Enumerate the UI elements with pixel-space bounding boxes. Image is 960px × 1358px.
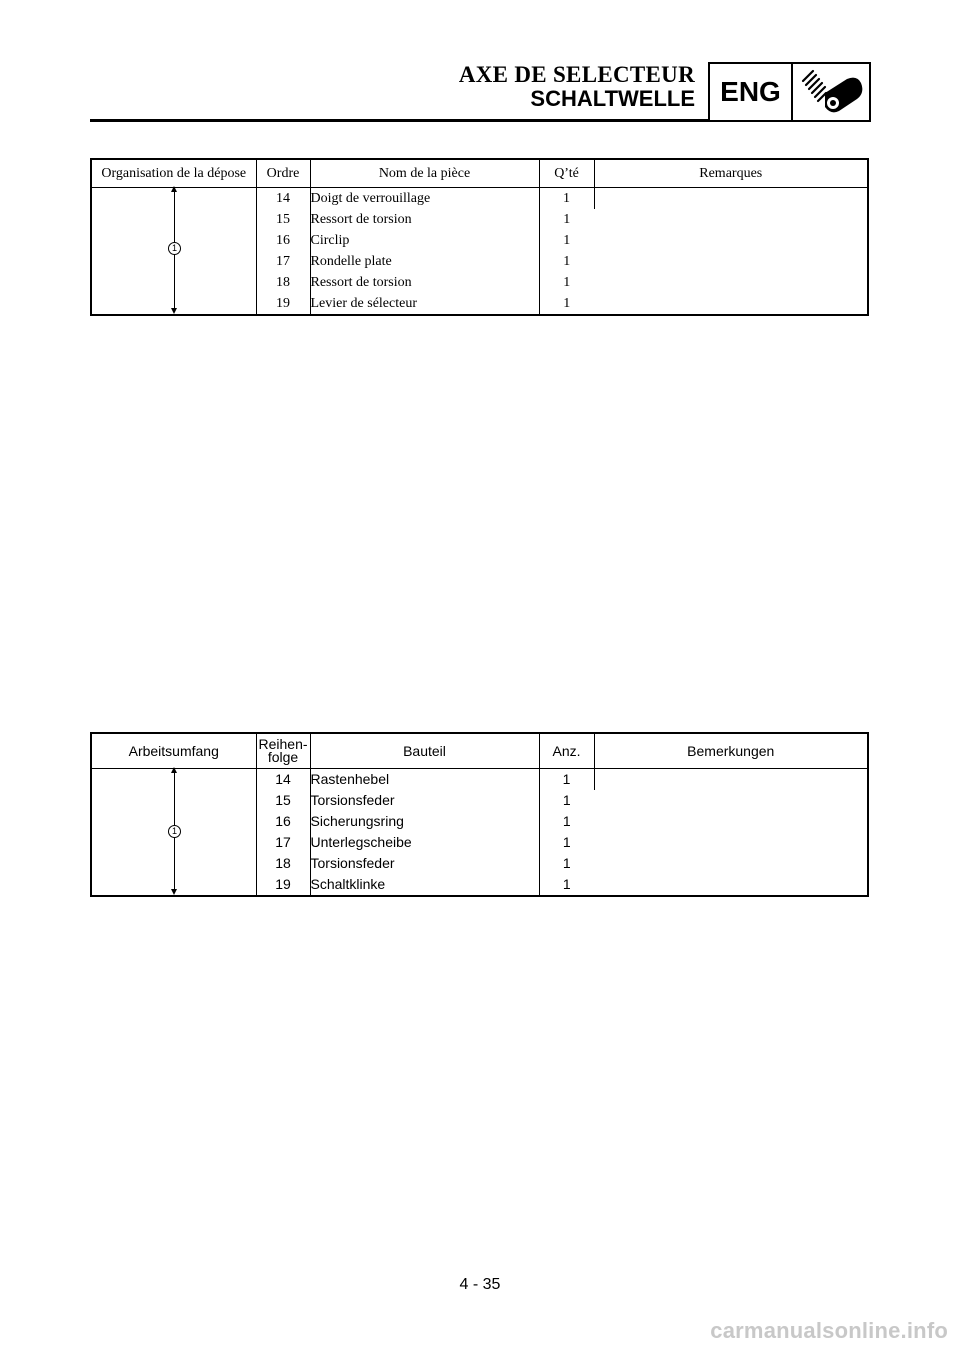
order-number: 15 (256, 790, 310, 811)
order-number: 19 (256, 874, 310, 896)
section-tab (708, 62, 871, 122)
part-quantity: 1 (562, 834, 571, 850)
part-quantity: 1 (563, 212, 571, 227)
scope-marker: 1 (168, 242, 181, 255)
part-quantity: 1 (563, 254, 571, 269)
order-number: 18 (256, 853, 310, 874)
engine-icon (795, 67, 865, 117)
column-header-scope: Organisation de la dépose (91, 159, 256, 188)
parts-table-german (90, 732, 869, 897)
arrow-up-icon (171, 767, 177, 773)
column-header-order (256, 733, 310, 769)
table-row (91, 769, 868, 791)
order-number: 17 (256, 251, 310, 272)
part-quantity: 1 (562, 813, 571, 829)
section-title-french: AXE DE SELECTEUR (458, 62, 695, 87)
remarks-cell (594, 188, 868, 316)
part-quantity: 1 (563, 233, 571, 248)
part-quantity: 1 (563, 296, 571, 311)
arrow-down-icon (171, 308, 177, 314)
table-row (91, 188, 868, 210)
order-number: 14 (256, 188, 310, 210)
column-header-part-name: Bauteil (310, 733, 539, 769)
page-number: 4 - 35 (459, 1276, 501, 1293)
header-rule (90, 119, 708, 122)
table-header-row (91, 733, 868, 769)
column-header-scope: Arbeitsumfang (91, 733, 256, 769)
arrow-up-icon (171, 186, 177, 192)
scope-marker: 1 (168, 825, 181, 838)
part-name: Circlip (310, 230, 539, 251)
parts-table-french (90, 158, 869, 316)
part-name: Doigt de verrouillage (310, 188, 539, 210)
part-name: Ressort de torsion (310, 209, 539, 230)
section-label: ENG (710, 64, 793, 120)
part-name: Rondelle plate (310, 251, 539, 272)
order-number: 17 (256, 832, 310, 853)
order-number: 18 (256, 272, 310, 293)
order-number: 14 (256, 769, 310, 791)
part-name: Schaltklinke (310, 874, 539, 896)
part-quantity: 1 (562, 876, 571, 892)
order-number: 16 (256, 811, 310, 832)
part-quantity: 1 (563, 275, 571, 290)
part-quantity: 1 (539, 188, 594, 210)
column-header-order-line2: folge (267, 749, 299, 765)
order-number: 19 (256, 293, 310, 315)
column-header-order: Ordre (256, 159, 310, 188)
order-number: 16 (256, 230, 310, 251)
part-name: Torsionsfeder (310, 790, 539, 811)
column-header-remarks: Bemerkungen (594, 733, 868, 769)
removal-scope-cell (91, 769, 256, 897)
column-header-part-name: Nom de la pièce (310, 159, 539, 188)
column-header-remarks: Remarques (594, 159, 868, 188)
column-header-order-line1: Reihen- (258, 736, 308, 752)
part-quantity: 1 (562, 792, 571, 808)
part-name: Sicherungsring (310, 811, 539, 832)
table-header-row (91, 159, 868, 188)
arrow-down-icon (171, 889, 177, 895)
column-header-quantity: Anz. (539, 733, 594, 769)
part-quantity: 1 (562, 855, 571, 871)
part-name: Unterlegscheibe (310, 832, 539, 853)
column-header-quantity: Q’té (539, 159, 594, 188)
order-number: 15 (256, 209, 310, 230)
section-title-german: SCHALTWELLE (530, 86, 695, 111)
watermark: carmanualsonline.info (710, 1318, 948, 1343)
part-name: Torsionsfeder (310, 853, 539, 874)
part-quantity: 1 (539, 769, 594, 791)
part-name: Levier de sélecteur (310, 293, 539, 315)
part-name: Rastenhebel (310, 769, 539, 791)
part-name: Ressort de torsion (310, 272, 539, 293)
remarks-cell (594, 769, 868, 897)
removal-scope-cell (91, 188, 256, 316)
